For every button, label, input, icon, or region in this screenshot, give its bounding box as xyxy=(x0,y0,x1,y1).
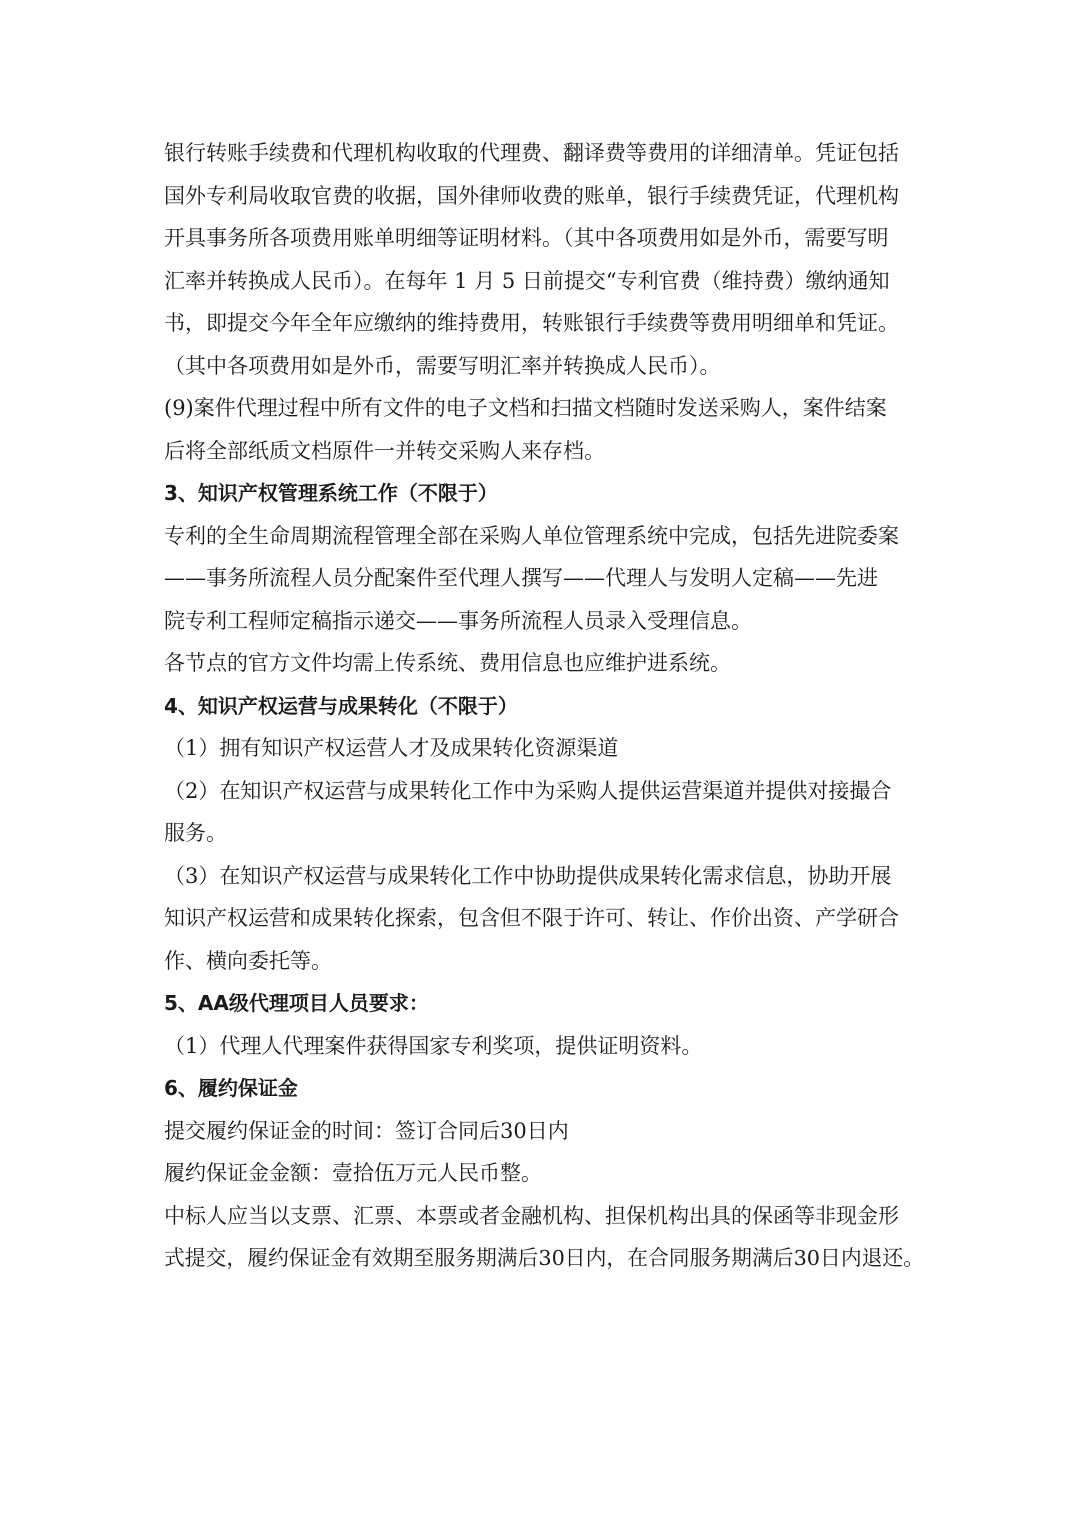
text-line: （其中各项费用如是外币，需要写明汇率并转换成人民币）。 xyxy=(164,353,721,378)
text-line: 各节点的官方文件均需上传系统、费用信息也应维护进系统。 xyxy=(164,651,731,675)
section-heading: 3、知识产权管理系统工作（不限于） xyxy=(164,481,498,505)
text-line: 开具事务所各项费用账单明细等证明材料。（其中各项费用如是外币，需要写明 xyxy=(164,226,889,250)
section-heading: 6、履约保证金 xyxy=(164,1076,298,1100)
text-line: 知识产权运营和成果转化探索，包含但不限于许可、转让、作价出资、产学研合 xyxy=(164,906,899,930)
text-line: 汇率并转换成人民币）。在每年 1 月 5 日前提交“专利官费（维持费）缴纳通知 xyxy=(164,268,890,293)
text-line: 履约保证金金额：壹拾伍万元人民币整。 xyxy=(164,1161,542,1185)
text-line: 提交履约保证金的时间：签订合同后30日内 xyxy=(164,1118,569,1143)
document-page xyxy=(164,132,924,1280)
text-line: 院专利工程师定稿指示递交——事务所流程人员录入受理信息。 xyxy=(164,608,752,633)
text-line: （2）在知识产权运营与成果转化工作中为采购人提供运营渠道并提供对接撮合 xyxy=(164,778,892,803)
text-line: (9)案件代理过程中所有文件的电子文档和扫描文档随时发送采购人，案件结案 xyxy=(164,396,887,420)
text-line: 银行转账手续费和代理机构收取的代理费、翻译费等费用的详细清单。凭证包括 xyxy=(164,141,899,165)
text-line: 中标人应当以支票、汇票、本票或者金融机构、担保机构出具的保函等非现金形 xyxy=(164,1203,899,1228)
text-line: （1）拥有知识产权运营人才及成果转化资源渠道 xyxy=(164,736,619,760)
text-line: 服务。 xyxy=(164,821,227,845)
text-line: 后将全部纸质文档原件一并转交采购人来存档。 xyxy=(164,438,605,463)
section-heading: 4、知识产权运营与成果转化（不限于） xyxy=(164,693,518,718)
text-line: （1）代理人代理案件获得国家专利奖项，提供证明资料。 xyxy=(164,1033,703,1058)
text-line: ——事务所流程人员分配案件至代理人撰写——代理人与发明人定稿——先进 xyxy=(164,566,878,590)
text-line: 专利的全生命周期流程管理全部在采购人单位管理系统中完成，包括先进院委案 xyxy=(164,523,899,548)
section-heading: 5、AA级代理项目人员要求： xyxy=(164,991,429,1015)
text-line: （3）在知识产权运营与成果转化工作中协助提供成果转化需求信息，协助开展 xyxy=(164,863,892,888)
text-line: 国外专利局收取官费的收据，国外律师收费的账单，银行手续费凭证，代理机构 xyxy=(164,183,899,208)
text-line: 式提交，履约保证金有效期至服务期满后30日内，在合同服务期满后30日内退还。 xyxy=(164,1246,925,1270)
text-line: 作、横向委托等。 xyxy=(164,948,332,973)
text-line: 书，即提交今年全年应缴纳的维持费用，转账银行手续费等费用明细单和凭证。 xyxy=(164,311,899,335)
